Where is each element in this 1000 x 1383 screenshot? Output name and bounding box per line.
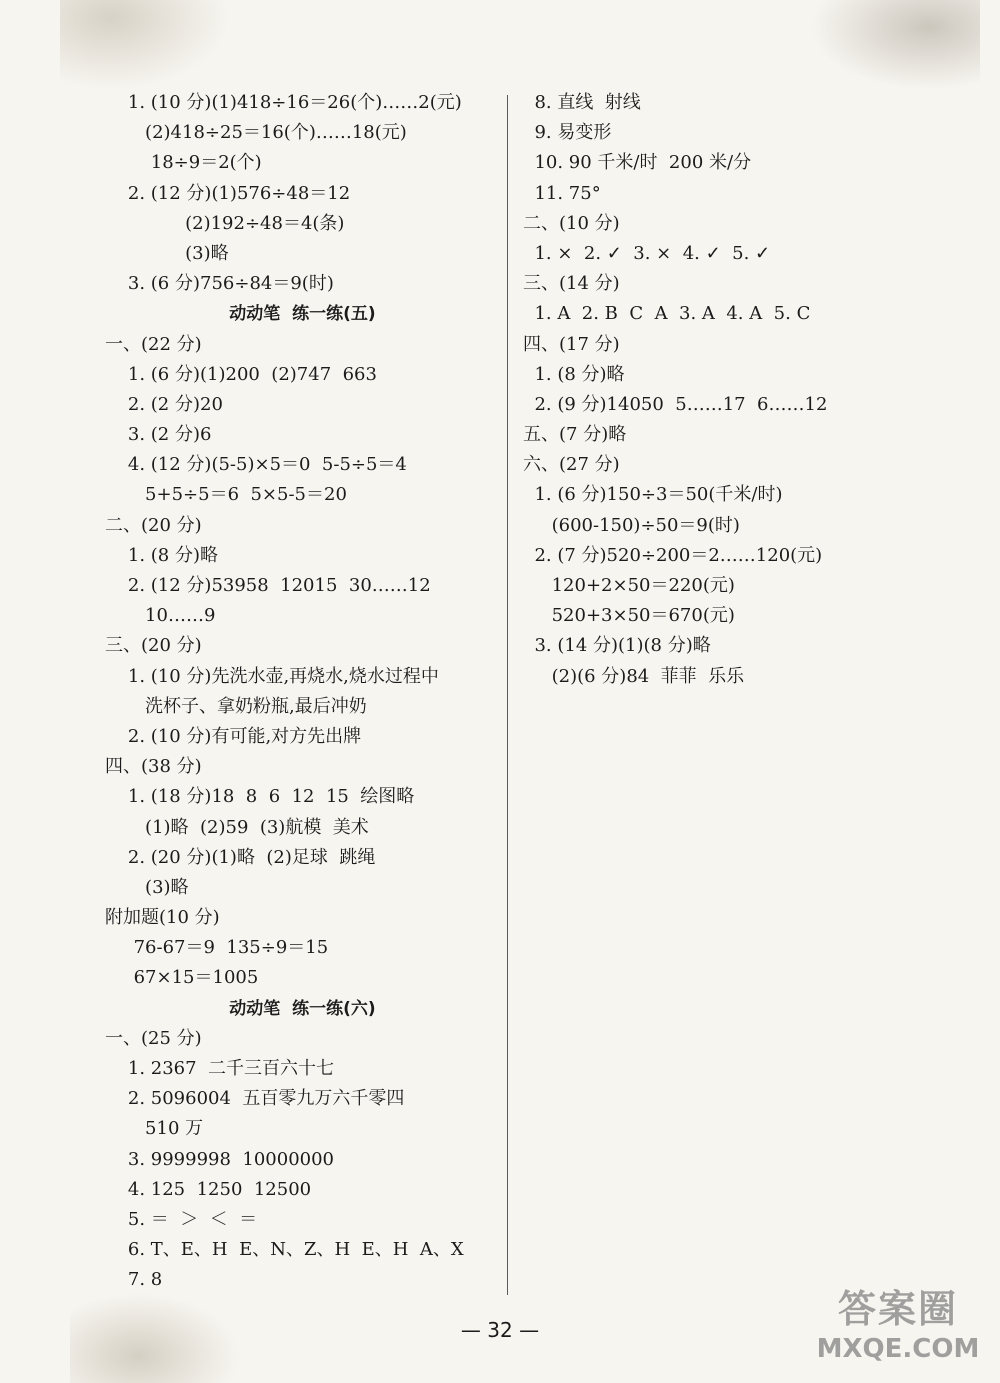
answer-line: 5+5÷5＝6 5×5-5＝20 (105, 484, 347, 506)
answer-line: 4. 125 1250 12500 (105, 1178, 312, 1200)
answer-line: (1)略 (2)59 (3)航模 美术 (105, 816, 369, 838)
answer-line: (2)418÷25＝16(个)……18(元) (105, 122, 407, 144)
answer-line: 二、(10 分) (523, 212, 620, 234)
answer-line: (3)略 (105, 876, 189, 898)
answer-line: 4. (12 分)(5-5)×5＝0 5-5÷5＝4 (105, 454, 407, 476)
answer-line: 6. T、E、H E、N、Z、H E、H A、X (105, 1239, 464, 1261)
answer-line: 2. (20 分)(1)略 (2)足球 跳绳 (105, 846, 376, 868)
watermark-url: MXQE.COM (816, 1334, 980, 1364)
answer-line: 四、(38 分) (105, 756, 202, 778)
right-column (523, 88, 943, 692)
page-number: — 32 — (460, 1318, 540, 1342)
answer-line: (2)192÷48＝4(条) (105, 212, 345, 234)
answer-line: (2)(6 分)84 菲菲 乐乐 (523, 665, 745, 687)
answer-line: 9. 易变形 (523, 122, 612, 144)
section-title: 动动笔 练一练(六) (229, 998, 376, 1019)
answer-line: 六、(27 分) (523, 454, 620, 476)
answer-line: 10. 90 千米/时 200 米/分 (523, 152, 752, 174)
answer-line: 四、(17 分) (523, 333, 620, 355)
answer-line: 二、(20 分) (105, 514, 202, 536)
answer-line: 1. (10 分)先洗水壶,再烧水,烧水过程中 (105, 665, 439, 687)
watermark-logo (808, 1287, 988, 1377)
answer-line: 2. (9 分)14050 5……17 6……12 (523, 393, 828, 415)
answer-line: (3)略 (105, 242, 229, 264)
answer-line: 2. (10 分)有可能,对方先出牌 (105, 725, 362, 747)
answer-line: 1. (6 分)150÷3＝50(千米/时) (523, 484, 783, 506)
answer-line: 76-67＝9 135÷9＝15 (105, 937, 329, 959)
answer-line: 67×15＝1005 (105, 967, 259, 989)
answer-line: 1. (18 分)18 8 6 12 15 绘图略 (105, 786, 415, 808)
answer-line: 三、(14 分) (523, 273, 620, 295)
watermark-text: 答案圈 (837, 1287, 958, 1331)
answer-line: 3. 9999998 10000000 (105, 1148, 335, 1170)
answer-line: 五、(7 分)略 (523, 424, 627, 446)
answer-line: 8. 直线 射线 (523, 92, 641, 113)
answer-line: 520+3×50＝670(元) (523, 605, 735, 627)
answer-line: 3. (6 分)756÷84＝9(时) (105, 273, 334, 295)
answer-line: 洗杯子、拿奶粉瓶,最后冲奶 (105, 695, 367, 717)
answer-line: 10……9 (105, 605, 216, 627)
answer-line: 510 万 (105, 1118, 204, 1140)
answer-line: 1. (10 分)(1)418÷16＝26(个)……2(元) (105, 92, 462, 113)
answer-line: 1. (8 分)略 (105, 544, 219, 566)
answer-line: 一、(25 分) (105, 1027, 202, 1049)
answer-line: 1. A 2. B C A 3. A 4. A 5. C (523, 303, 811, 325)
left-column (105, 88, 500, 1296)
answer-line: 7. 8 (105, 1269, 163, 1291)
answer-line: 1. (8 分)略 (523, 363, 625, 385)
answer-line: 2. (2 分)20 (105, 393, 223, 415)
answer-line: 一、(22 分) (105, 333, 202, 355)
section-title: 动动笔 练一练(五) (229, 304, 376, 325)
answer-line: 11. 75° (523, 182, 601, 204)
answer-line: (600-150)÷50＝9(时) (523, 514, 740, 536)
answer-line: 18÷9＝2(个) (105, 152, 262, 174)
answer-line: 附加题(10 分) (105, 907, 220, 929)
answer-line: 1. × 2. ✓ 3. × 4. ✓ 5. ✓ (523, 242, 771, 264)
page-stain (60, 0, 230, 90)
answer-line: 5. ＝ ＞ ＜ ＝ (105, 1208, 258, 1230)
answer-line: 3. (14 分)(1)(8 分)略 (523, 635, 711, 657)
answer-line: 2. (12 分)(1)576÷48＝12 (105, 182, 351, 204)
answer-line: 2. 5096004 五百零九万六千零四 (105, 1088, 405, 1110)
answer-line: 2. (12 分)53958 12015 30……12 (105, 575, 431, 596)
answer-line: 3. (2 分)6 (105, 424, 212, 446)
page-stain (810, 0, 980, 90)
column-divider (507, 95, 508, 1295)
answer-line: 三、(20 分) (105, 635, 202, 657)
answer-line: 1. 2367 二千三百六十七 (105, 1058, 335, 1079)
answer-line: 2. (7 分)520÷200＝2……120(元) (523, 544, 823, 566)
answer-line: 120+2×50＝220(元) (523, 575, 735, 596)
answer-line: 1. (6 分)(1)200 (2)747 663 (105, 363, 377, 385)
